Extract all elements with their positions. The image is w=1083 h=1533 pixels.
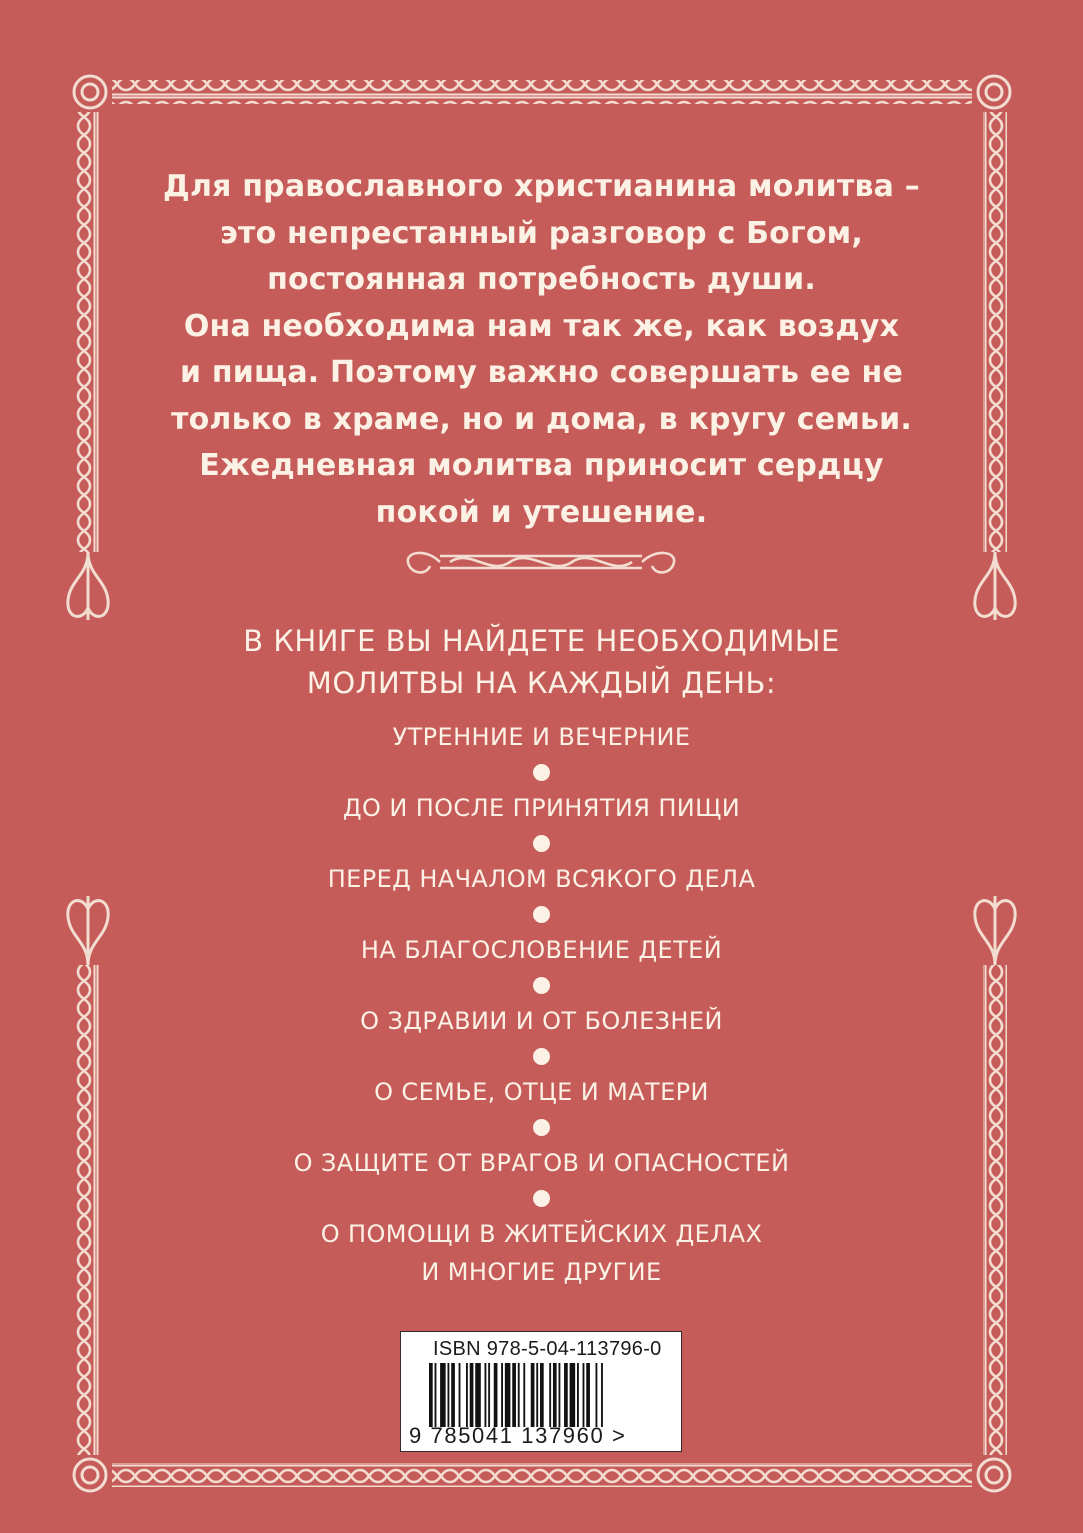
prayer-item: О СЕМЬЕ, ОТЦЕ И МАТЕРИ (374, 1078, 709, 1106)
top-border (112, 80, 972, 104)
intro-line: Для православного христианина молитва – (163, 169, 920, 204)
barcode-bar (459, 1363, 461, 1427)
fleur-terminal-upper-right (975, 552, 1015, 620)
barcode-bar (440, 1363, 446, 1427)
barcode-bar (596, 1363, 598, 1427)
bullet-dot (160, 898, 923, 931)
right-upper-border (983, 112, 1007, 552)
barcode-bar (512, 1363, 516, 1427)
barcode-bar (488, 1363, 490, 1427)
barcode-bar (601, 1363, 603, 1427)
fleur-terminal-lower-left (68, 896, 108, 965)
bullet-dot (160, 969, 923, 1002)
intro-line: только в храме, но и дома, в кругу семьи. (171, 401, 912, 437)
barcode-bar (577, 1363, 579, 1427)
right-lower-border (983, 965, 1007, 1455)
barcode-bar (559, 1363, 561, 1427)
intro-line: Она необходима нам так же, как воздух (183, 308, 900, 344)
bullet-dot (160, 827, 923, 860)
left-lower-border (76, 965, 100, 1455)
heading-line: МОЛИТВЫ НА КАЖДЫЙ ДЕНЬ: (306, 666, 777, 700)
barcode-bar (553, 1363, 557, 1427)
barcode-bar (435, 1363, 437, 1427)
heading-line: В КНИГЕ ВЫ НАЙДЕТЕ НЕОБХОДИМЫЕ (243, 624, 840, 658)
left-upper-border (76, 112, 100, 552)
bottom-border (112, 1463, 972, 1487)
barcode-bar (549, 1363, 551, 1427)
prayer-item-tail: И МНОГИЕ ДРУГИЕ (421, 1258, 662, 1286)
barcode-bar (523, 1363, 525, 1427)
intro-line: Ежедневная молитва приносит сердцу (199, 448, 884, 483)
intro-line: это непрестанный разговор с Богом, (220, 215, 863, 251)
barcode-bar (531, 1363, 535, 1427)
barcode-bar (470, 1363, 474, 1427)
section-heading (120, 620, 963, 704)
barcode-digits: 9 785041 137960 > (409, 1423, 627, 1448)
fleur-terminal-upper-left (68, 552, 108, 620)
bullet-dot (160, 1040, 923, 1073)
barcode-bar (501, 1363, 503, 1427)
barcode-bar (540, 1363, 544, 1427)
divider-ornament (408, 553, 674, 572)
bullet-dot (160, 1111, 923, 1144)
prayer-item: О ПОМОЩИ В ЖИТЕЙСКИХ ДЕЛАХ (320, 1220, 763, 1248)
prayer-item: ДО И ПОСЛЕ ПРИНЯТИЯ ПИЩИ (342, 794, 741, 822)
barcode-bar (570, 1363, 576, 1427)
prayer-list (160, 718, 923, 1291)
barcode-bar (518, 1363, 520, 1427)
barcode-bar (586, 1363, 590, 1427)
barcode-bar (429, 1363, 433, 1427)
isbn-number: ISBN 978-5-04-113796-0 (433, 1338, 662, 1360)
barcode-bar (536, 1363, 538, 1427)
intro-paragraph (120, 164, 963, 536)
isbn-barcode (400, 1331, 682, 1452)
prayer-item: ПЕРЕД НАЧАЛОМ ВСЯКОГО ДЕЛА (327, 865, 756, 893)
barcode-bars (429, 1363, 655, 1427)
prayer-item: НА БЛАГОСЛОВЕНИЕ ДЕТЕЙ (360, 936, 723, 964)
barcode-bar (451, 1363, 455, 1427)
barcode-bar (466, 1363, 468, 1427)
fleur-terminal-lower-right (975, 896, 1015, 965)
intro-line: постоянная потребность души. (267, 262, 816, 297)
intro-line: покой и утешение. (375, 494, 708, 530)
prayer-item: О ЗАЩИТЕ ОТ ВРАГОВ И ОПАСНОСТЕЙ (293, 1149, 790, 1177)
barcode-bar (494, 1363, 498, 1427)
barcode-bar (564, 1363, 568, 1427)
bullet-dot (160, 756, 923, 789)
prayer-item: УТРЕННИЕ И ВЕЧЕРНИЕ (392, 723, 691, 751)
intro-line: и пища. Поэтому важно совершать ее не (179, 355, 904, 390)
prayer-item: О ЗДРАВИИ И ОТ БОЛЕЗНЕЙ (360, 1007, 723, 1035)
barcode-bar (485, 1363, 487, 1427)
barcode-bar (448, 1363, 450, 1427)
barcode-bar (505, 1363, 511, 1427)
barcode-bar (583, 1363, 585, 1427)
bullet-dot (160, 1182, 923, 1215)
barcode-bar (475, 1363, 481, 1427)
